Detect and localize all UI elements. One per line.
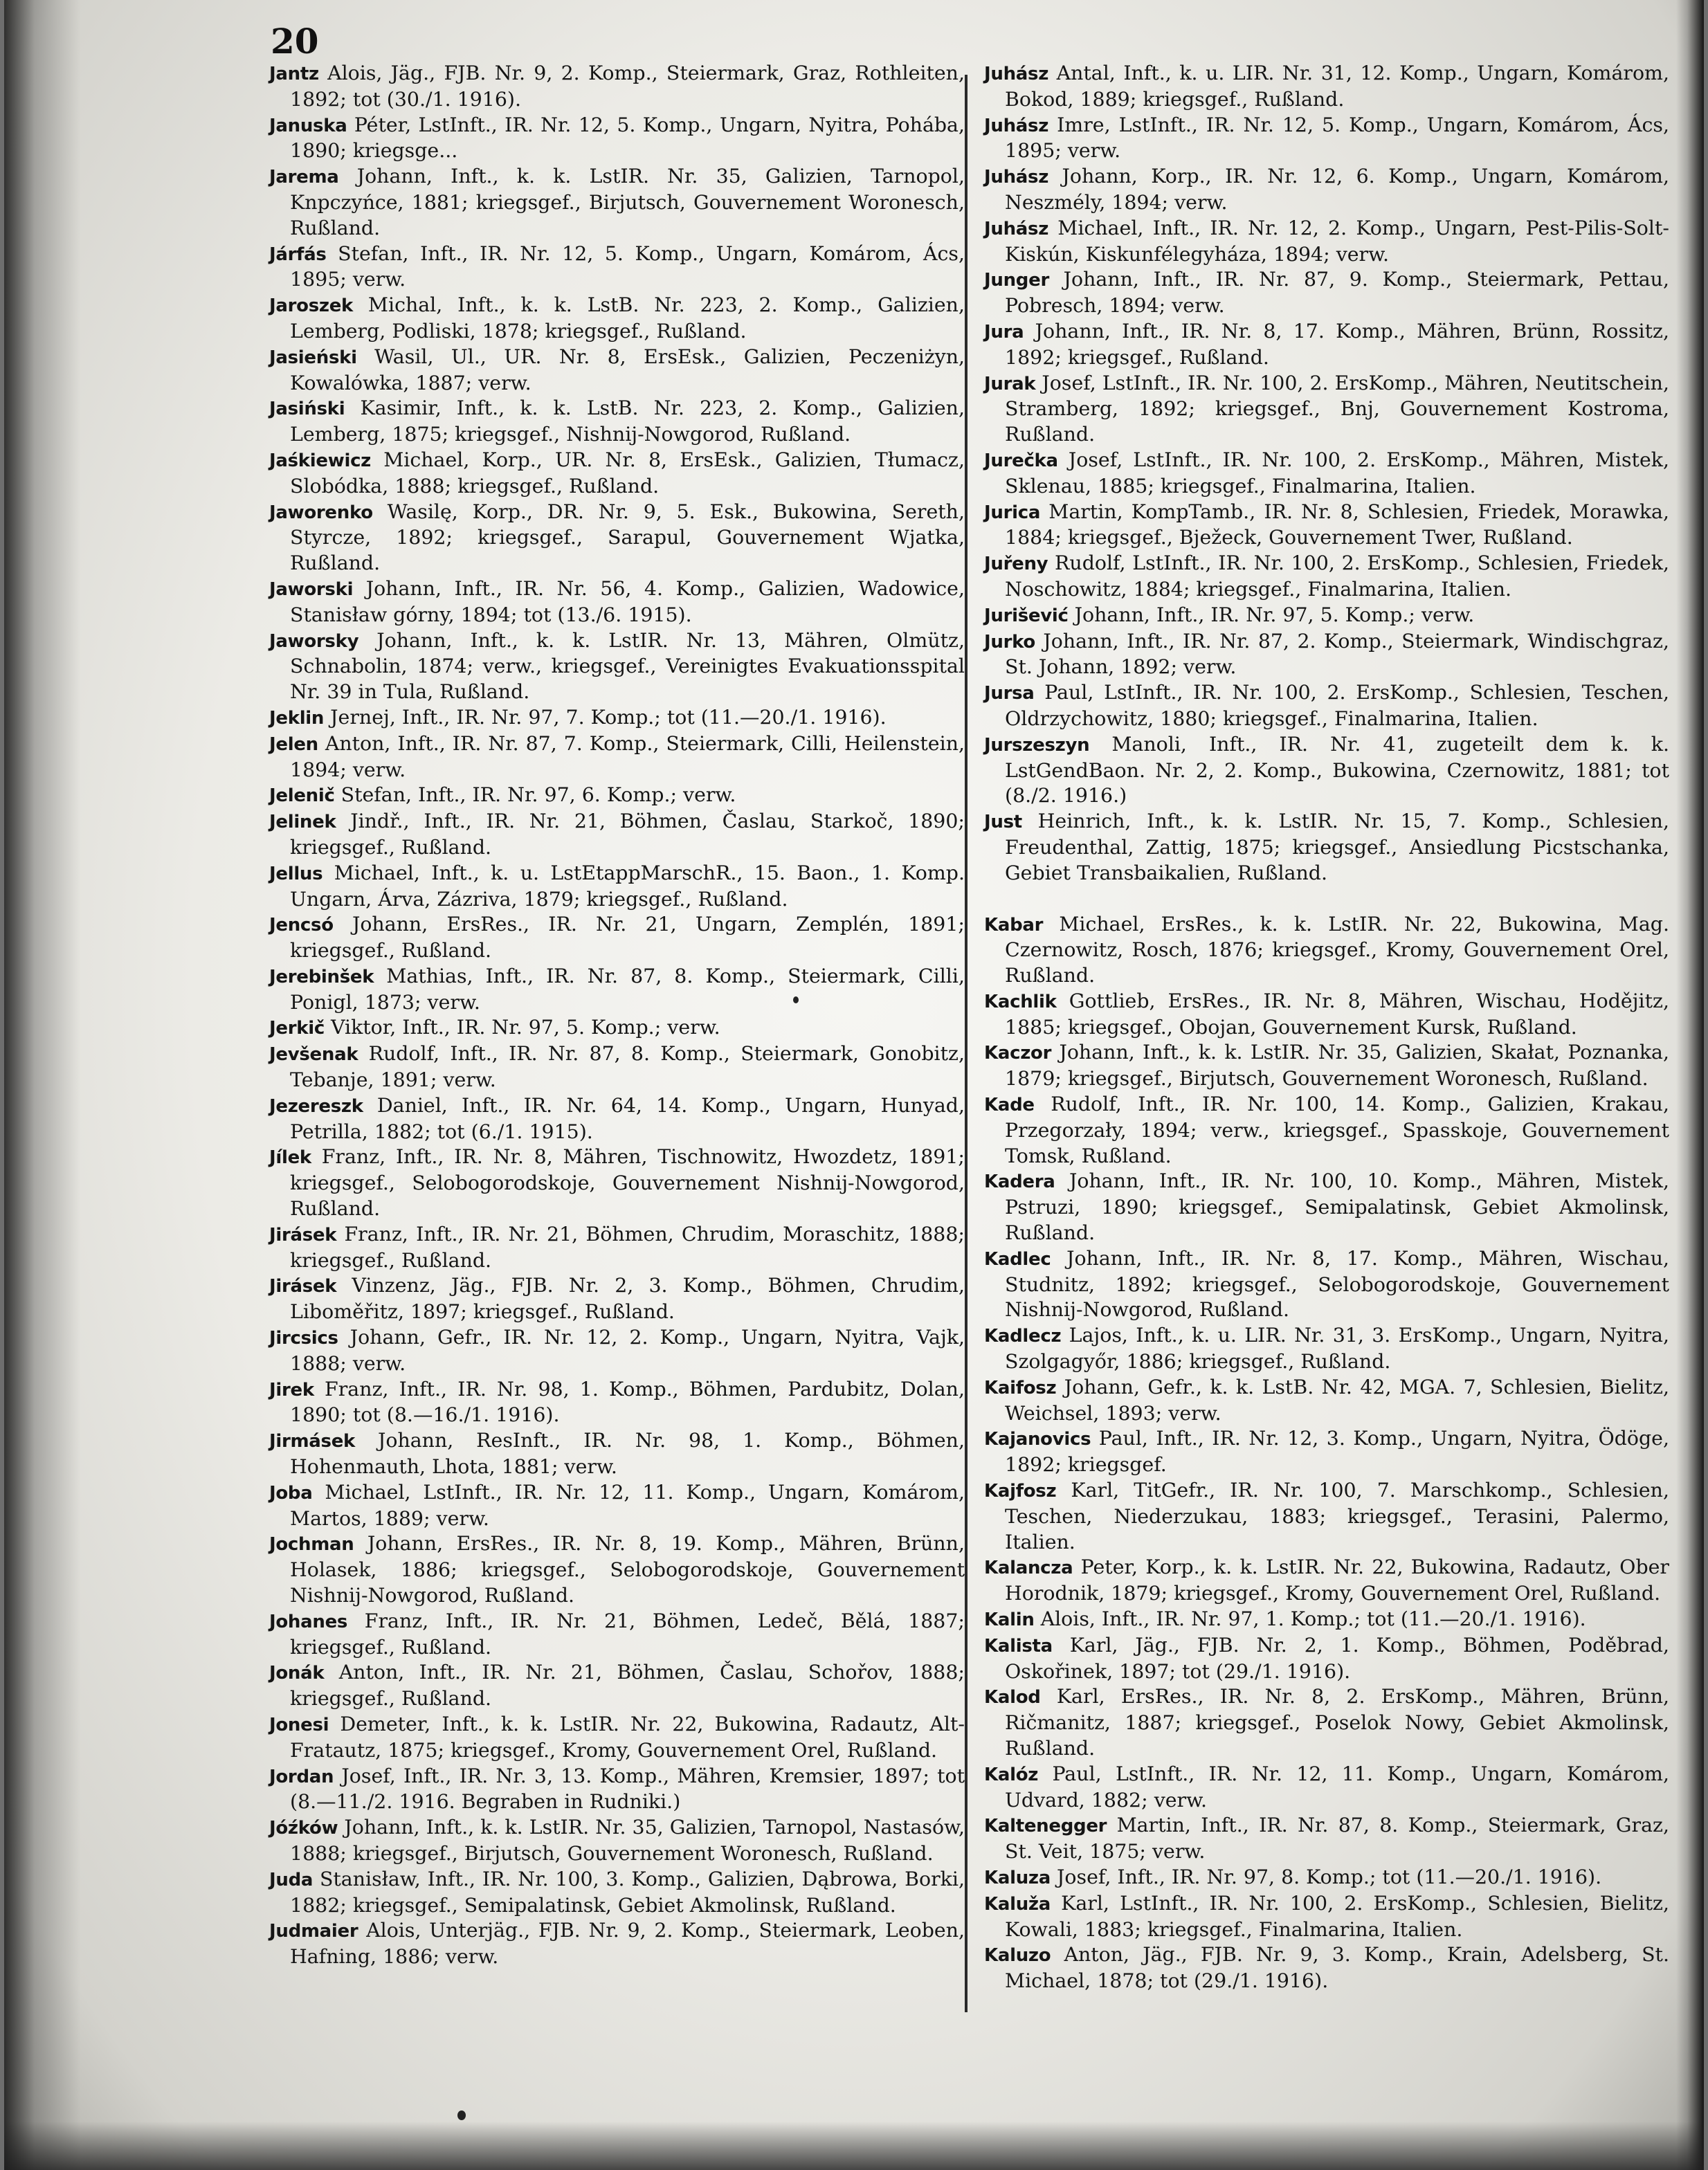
entry-details: Michael, ErsRes., k. k. LstIR. Nr. 22, Bukowina, Mag. Czernowitz, Rosch, 1876; kriegsgef., Kromy, Gouvernement Orel, Rußland.	[1005, 912, 1669, 987]
register-entry	[269, 241, 965, 293]
entry-surname: Jurica	[984, 502, 1041, 523]
entry-details: Alois, Unterjäg., FJB. Nr. 9, 2. Komp., Steiermark, Leoben, Hafning, 1886; verw.	[290, 1919, 965, 1969]
entry-surname: Kaltenegger	[984, 1816, 1107, 1837]
entry-details: Johann, Gefr., k. k. LstB. Nr. 42, MGA. 7, Schlesien, Bielitz, Weichsel, 1893; verw.	[1005, 1375, 1669, 1425]
entry-details: Rudolf, Inft., IR. Nr. 87, 8. Komp., Steiermark, Gonobitz, Tebanje, 1891; verw.	[290, 1042, 965, 1092]
register-entry	[269, 1273, 965, 1325]
entry-surname: Jóźków	[269, 1818, 338, 1839]
register-entry	[269, 164, 965, 241]
entry-surname: Juřeny	[984, 554, 1048, 575]
entry-details: Jernej, Inft., IR. Nr. 97, 7. Komp.; tot (11.—20./1. 1916).	[330, 705, 887, 729]
entry-details: Lajos, Inft., k. u. LIR. Nr. 31, 3. ErsKomp., Ungarn, Nyitra, Szolgagyőr, 1886; kriegsgef., Rußland.	[1005, 1324, 1669, 1374]
entry-details: Karl, LstInft., IR. Nr. 100, 2. ErsKomp., Schlesien, Bielitz, Kowali, 1883; kriegsgef., Finalmarina, Italien.	[1005, 1891, 1669, 1941]
entry-surname: Jochman	[269, 1534, 354, 1556]
entry-surname: Jurišević	[984, 605, 1069, 626]
entry-surname: Junger	[984, 270, 1049, 291]
register-entry	[984, 1607, 1669, 1633]
register-entry	[984, 1633, 1669, 1685]
entry-surname: Járfás	[269, 244, 327, 265]
register-entry	[269, 705, 965, 731]
entry-surname: Johanes	[269, 1611, 348, 1632]
entry-details: Heinrich, Inft., k. k. LstIR. Nr. 15, 7. Komp., Schlesien, Freudenthal, Zattig, 1875; kriegsgef., Ansiedlung Picstschanka, Gebiet Transbaikalien, Rußland.	[1005, 810, 1669, 884]
entry-surname: Jerebinšek	[269, 966, 374, 987]
entry-surname: Jelenič	[269, 785, 335, 807]
entry-surname: Kaluža	[984, 1893, 1051, 1915]
entry-surname: Kaczor	[984, 1043, 1052, 1064]
register-entry	[269, 1041, 965, 1093]
entry-details: Johann, Inft., IR. Nr. 87, 9. Komp., Steiermark, Pettau, Pobresch, 1894; verw.	[1005, 268, 1669, 318]
register-entry	[269, 448, 965, 500]
entry-details: Franz, Inft., IR. Nr. 21, Böhmen, Ledeč, Bělá, 1887; kriegsgef., Rußland.	[290, 1609, 965, 1659]
entry-surname: Kaluzo	[984, 1945, 1051, 1967]
entry-details: Anton, Inft., IR. Nr. 21, Böhmen, Časlau, Schořov, 1888; kriegsgef., Rußland.	[290, 1661, 965, 1711]
entry-details: Johann, Inft., IR. Nr. 87, 2. Komp., Steiermark, Windischgraz, St. Johann, 1892; verw.	[1005, 629, 1670, 679]
ink-speck	[793, 996, 799, 1003]
entry-surname: Jirásek	[269, 1276, 337, 1297]
register-entry	[269, 809, 965, 861]
entry-details: Alois, Jäg., FJB. Nr. 9, 2. Komp., Steiermark, Graz, Rothleiten, 1892; tot (30./1. 1916).	[290, 62, 965, 111]
entry-surname: Jaroszek	[269, 295, 354, 317]
entry-surname: Kadlecz	[984, 1326, 1062, 1347]
entry-surname: Kabar	[984, 914, 1044, 936]
entry-details: Paul, Inft., IR. Nr. 12, 3. Komp., Ungarn, Nyitra, Ödöge, 1892; kriegsgef.	[1005, 1427, 1669, 1477]
entry-details: Johann, Inft., IR. Nr. 97, 5. Komp.; verw.	[1074, 603, 1475, 626]
entry-surname: Jircsics	[269, 1328, 338, 1349]
entry-details: Rudolf, LstInft., IR. Nr. 100, 2. ErsKomp., Schlesien, Friedek, Noschowitz, 1884; kriegsgef., Finalmarina, Italien.	[1005, 551, 1669, 601]
entry-surname: Juhász	[984, 64, 1049, 84]
right-column	[984, 61, 1669, 1994]
register-entry	[984, 1323, 1669, 1375]
entry-details: Vinzenz, Jäg., FJB. Nr. 2, 3. Komp., Böhmen, Chrudim, Liboměřitz, 1897; kriegsgef., Rußland.	[290, 1274, 965, 1324]
entry-surname: Kajanovics	[984, 1429, 1091, 1450]
entry-details: Anton, Inft., IR. Nr. 87, 7. Komp., Steiermark, Cilli, Heilenstein, 1894; verw.	[290, 731, 965, 781]
entry-details: Manoli, Inft., IR. Nr. 41, zugeteilt dem k. k. LstGendBaon. Nr. 2, 2. Komp., Bukowina, Czernowitz, 1881; tot (8./2. 1916.)	[1005, 732, 1669, 808]
entry-details: Johann, ErsRes., IR. Nr. 8, 19. Komp., Mähren, Brünn, Holasek, 1886; kriegsgef., Selobogorodskoje, Gouvernement Nishnij-Nowgorod, Rußland.	[290, 1532, 965, 1607]
entry-surname: Jura	[984, 321, 1024, 343]
register-entry	[984, 216, 1669, 268]
entry-surname: Kadlec	[984, 1248, 1051, 1270]
entry-details: Johann, Inft., k. k. LstIR. Nr. 35, Galizien, Tarnopol, Nastasów, 1888; kriegsgef., Birjutsch, Gouvernement Woronesch, Rußland.	[290, 1816, 965, 1865]
entry-surname: Kaifosz	[984, 1377, 1057, 1398]
entry-details: Anton, Jäg., FJB. Nr. 9, 3. Komp., Krain, Adelsberg, St. Michael, 1878; tot (29./1. 1916).	[1005, 1943, 1669, 1993]
scan-shadow-left	[4, 0, 80, 2170]
register-entry	[984, 319, 1669, 371]
entry-surname: Kajfosz	[984, 1481, 1057, 1502]
register-entry	[269, 576, 965, 628]
entry-details: Michael, LstInft., IR. Nr. 12, 11. Komp., Ungarn, Komárom, Martos, 1889; verw.	[290, 1480, 965, 1530]
register-entry	[269, 1712, 965, 1764]
left-column	[269, 61, 965, 1970]
entry-details: Viktor, Inft., IR. Nr. 97, 5. Komp.; verw.	[330, 1016, 720, 1039]
entry-surname: Juda	[269, 1869, 314, 1890]
entry-details: Michal, Inft., k. k. LstB. Nr. 223, 2. Komp., Galizien, Lemberg, Podliski, 1878; kriegsgef., Rußland.	[290, 293, 965, 343]
entry-details: Stefan, Inft., IR. Nr. 97, 6. Komp.; verw.	[340, 783, 736, 807]
entry-surname: Jevšenak	[269, 1044, 358, 1066]
register-entry	[984, 61, 1669, 113]
entry-details: Stanisław, Inft., IR. Nr. 100, 3. Komp., Galizien, Dąbrowa, Borki, 1882; kriegsgef., Semipalatinsk, Gebiet Akmolinsk, Rußland.	[290, 1867, 965, 1917]
register-entry	[269, 293, 965, 345]
register-entry	[984, 1555, 1669, 1607]
entry-surname: Jarema	[269, 167, 339, 188]
register-entry	[269, 1428, 965, 1480]
entry-surname: Jílek	[269, 1147, 311, 1169]
register-entry	[269, 1145, 965, 1221]
entry-surname: Juhász	[984, 115, 1049, 136]
entry-details: Kasimir, Inft., k. k. LstB. Nr. 223, 2. Komp., Galizien, Lemberg, 1875; kriegsgef., Nishnij-Nowgorod, Rußland.	[290, 396, 965, 446]
entry-surname: Jurko	[984, 631, 1035, 653]
entry-surname: Kalancza	[984, 1558, 1073, 1579]
register-entry	[984, 1942, 1669, 1994]
register-entry	[984, 629, 1669, 681]
entry-details: Karl, ErsRes., IR. Nr. 8, 2. ErsKomp., Mähren, Brünn, Ričmanitz, 1887; kriegsgef., Poselok Nowy, Gebiet Akmolinsk, Rußland.	[1005, 1685, 1670, 1760]
page-number: 20	[271, 21, 319, 62]
register-entry	[269, 783, 965, 809]
register-entry	[269, 1764, 965, 1816]
entry-details: Imre, LstInft., IR. Nr. 12, 5. Komp., Ungarn, Komárom, Ács, 1895; verw.	[1005, 113, 1669, 163]
register-entry	[984, 732, 1669, 809]
register-entry	[269, 1609, 965, 1661]
entry-details: Paul, LstInft., IR. Nr. 100, 2. ErsKomp., Schlesien, Teschen, Oldrzychowitz, 1880; kriegsgef., Finalmarina, Italien.	[1005, 681, 1669, 730]
entry-details: Martin, KompTamb., IR. Nr. 8, Schlesien, Friedek, Morawka, 1884; kriegsgef., Bježeck, Gouvernement Twer, Rußland.	[1005, 500, 1669, 549]
entry-surname: Kadera	[984, 1171, 1055, 1193]
register-entry	[984, 680, 1669, 732]
entry-details: Michael, Inft., IR. Nr. 12, 2. Komp., Ungarn, Pest-Pilis-Solt-Kiskún, Kiskunfélegyháza, 1894; verw.	[1005, 216, 1669, 266]
entry-details: Franz, Inft., IR. Nr. 98, 1. Komp., Böhmen, Pardubitz, Dolan, 1890; tot (8.—16./1. 1916).	[290, 1377, 965, 1427]
entry-surname: Jaśkiewicz	[269, 450, 372, 471]
entry-details: Michael, Inft., k. u. LstEtappMarschR., 15. Baon., 1. Komp. Ungarn, Árva, Zázriva, 1879; kriegsgef., Rußland.	[290, 861, 965, 911]
entry-details: Franz, Inft., IR. Nr. 8, Mähren, Tischnowitz, Hwozdetz, 1891; kriegsgef., Selobogorodskoje, Gouvernement Nishnij-Nowgorod, Rußland.	[290, 1145, 965, 1221]
entry-details: Wasilę, Korp., DR. Nr. 9, 5. Esk., Bukowina, Sereth, Styrcze, 1892; kriegsgef., Sarapul, Gouvernement Wjatka, Rußland.	[290, 500, 965, 575]
register-entry	[984, 371, 1669, 448]
entry-surname: Joba	[269, 1482, 313, 1504]
register-entry	[984, 267, 1669, 319]
entry-surname: Jasiński	[269, 399, 345, 420]
register-entry	[269, 1015, 965, 1041]
entry-surname: Kaluza	[984, 1867, 1051, 1888]
register-entry	[269, 1918, 965, 1970]
entry-surname: Juhász	[984, 218, 1049, 239]
entry-surname: Kalin	[984, 1610, 1035, 1631]
register-entry	[984, 1040, 1669, 1092]
entry-surname: Jonák	[269, 1663, 325, 1684]
register-entry	[269, 1867, 965, 1919]
entry-surname: Jirásek	[269, 1224, 337, 1246]
entry-surname: Jordan	[269, 1766, 334, 1787]
entry-details: Johann, Inft., k. k. LstIR. Nr. 35, Galizien, Skałat, Poznanka, 1879; kriegsgef., Birjutsch, Gouvernement Woronesch, Rußland.	[1005, 1041, 1669, 1091]
entry-details: Daniel, Inft., IR. Nr. 64, 14. Komp., Ungarn, Hunyad, Petrilla, 1882; tot (6./1. 1915).	[290, 1093, 965, 1143]
entry-details: Demeter, Inft., k. k. LstIR. Nr. 22, Bukowina, Radautz, Alt-Fratautz, 1875; kriegsgef., Kromy, Gouvernement Orel, Rußland.	[290, 1713, 965, 1762]
register-entry	[984, 1426, 1669, 1478]
scanned-page	[4, 0, 1704, 2170]
entry-surname: Kade	[984, 1095, 1035, 1116]
entry-surname: Jirek	[269, 1379, 314, 1401]
register-entry	[984, 113, 1669, 165]
entry-details: Alois, Inft., IR. Nr. 97, 1. Komp.; tot (11.—20./1. 1916).	[1040, 1607, 1586, 1631]
register-entry	[984, 603, 1669, 629]
register-entry	[269, 113, 965, 165]
entry-details: Wasil, Ul., UR. Nr. 8, ErsEsk., Galizien, Peczeniżyn, Kowalówka, 1887; verw.	[290, 345, 965, 394]
entry-details: Johann, Korp., IR. Nr. 12, 6. Komp., Ungarn, Komárom, Neszmély, 1894; verw.	[1005, 165, 1669, 214]
entry-details: Rudolf, Inft., IR. Nr. 100, 14. Komp., Galizien, Krakau, Przegorzały, 1894; verw., kriegsgef., Spasskoje, Gouvernement Tomsk, Rußland.	[1005, 1093, 1669, 1167]
entry-surname: Jeklin	[269, 707, 325, 729]
column-divider	[965, 75, 967, 2012]
entry-details: Johann, Gefr., IR. Nr. 12, 2. Komp., Ungarn, Nyitra, Vajk, 1888; verw.	[290, 1326, 965, 1375]
entry-details: Jindř., Inft., IR. Nr. 21, Böhmen, Časlau, Starkoč, 1890; kriegsgef., Rußland.	[290, 810, 965, 859]
register-entry	[269, 912, 965, 964]
entry-surname: Just	[984, 812, 1022, 833]
entry-details: Martin, Inft., IR. Nr. 87, 8. Komp., Steiermark, Graz, St. Veit, 1875; verw.	[1005, 1814, 1669, 1863]
register-entry	[984, 809, 1669, 886]
register-entry	[984, 500, 1669, 551]
entry-details: Franz, Inft., IR. Nr. 21, Böhmen, Chrudim, Moraschitz, 1888; kriegsgef., Rußland.	[290, 1222, 965, 1272]
entry-surname: Kalista	[984, 1635, 1053, 1657]
register-entry	[984, 1169, 1669, 1246]
entry-details: Johann, Inft., IR. Nr. 56, 4. Komp., Galizien, Wadowice, Stanisław górny, 1894; tot (13./6. 1915).	[290, 576, 965, 626]
entry-surname: Jaworski	[269, 578, 354, 600]
entry-details: Péter, LstInft., IR. Nr. 12, 5. Komp., Ungarn, Nyitra, Pohába, 1890; kriegsge...	[290, 113, 965, 163]
entry-surname: Kalóz	[984, 1764, 1039, 1785]
entry-details: Stefan, Inft., IR. Nr. 12, 5. Komp., Ungarn, Komárom, Ács, 1895; verw.	[290, 241, 965, 291]
register-entry	[984, 1813, 1669, 1865]
register-entry	[269, 61, 965, 113]
register-entry	[269, 1660, 965, 1712]
entry-surname: Kalod	[984, 1687, 1041, 1708]
entry-details: Johann, Inft., k. k. LstIR. Nr. 13, Mähren, Olmütz, Schnabolin, 1874; verw., kriegsgef., Vereinigtes Evakuationsspital Nr. 39 in Tula, Rußland.	[290, 628, 965, 704]
entry-surname: Jurečka	[984, 450, 1058, 471]
entry-details: Paul, LstInft., IR. Nr. 12, 11. Komp., Ungarn, Komárom, Udvard, 1882; verw.	[1005, 1762, 1669, 1812]
register-entry	[269, 500, 965, 576]
entry-surname: Juhász	[984, 167, 1049, 188]
entry-details: Josef, Inft., IR. Nr. 97, 8. Komp.; tot (11.—20./1. 1916).	[1057, 1865, 1602, 1888]
register-entry	[269, 1377, 965, 1429]
entry-surname: Jencsó	[269, 915, 334, 936]
register-entry	[984, 912, 1669, 989]
entry-details: Karl, TitGefr., IR. Nr. 100, 7. Marschkomp., Schlesien, Teschen, Niederzukau, 1883; kriegsgef., Terasini, Palermo, Italien.	[1005, 1479, 1669, 1553]
entry-details: Karl, Jäg., FJB. Nr. 2, 1. Komp., Böhmen, Poděbrad, Oskořinek, 1897; tot (29./1. 1916).	[1005, 1633, 1669, 1683]
entry-details: Josef, LstInft., IR. Nr. 100, 2. ErsKomp., Mähren, Mistek, Sklenau, 1885; kriegsgef., Finalmarina, Italien.	[1005, 448, 1670, 498]
entry-surname: Jurszeszyn	[984, 734, 1090, 756]
entry-details: Johann, Inft., IR. Nr. 8, 17. Komp., Mähren, Brünn, Rossitz, 1892; kriegsgef., Rußland.	[1005, 319, 1669, 369]
entry-details: Josef, LstInft., IR. Nr. 100, 2. ErsKomp., Mähren, Neutitschein, Stramberg, 1892; kriegsgef., Bnj, Gouvernement Kostroma, Rußland.	[1005, 371, 1669, 446]
register-entry	[269, 1222, 965, 1274]
entry-details: Johann, Inft., k. k. LstIR. Nr. 35, Galizien, Tarnopol, Knpczyńce, 1881; kriegsgef., Birjutsch, Gouvernement Woronesch, Rußland.	[290, 165, 965, 239]
ink-speck	[457, 2110, 466, 2120]
scan-shadow-bottom	[4, 2122, 1704, 2170]
section-gap	[984, 886, 1669, 912]
register-entry	[269, 1325, 965, 1377]
register-entry	[269, 1815, 965, 1867]
register-entry	[269, 731, 965, 783]
register-entry	[269, 1093, 965, 1145]
register-entry	[984, 551, 1669, 603]
register-entry	[269, 1480, 965, 1532]
register-entry	[984, 1246, 1669, 1323]
entry-details: Antal, Inft., k. u. LIR. Nr. 31, 12. Komp., Ungarn, Komárom, Bokod, 1889; kriegsgef., Rußland.	[1005, 62, 1670, 111]
register-entry	[269, 861, 965, 913]
register-entry	[984, 1865, 1669, 1891]
register-entry	[984, 1891, 1669, 1943]
register-entry	[269, 628, 965, 705]
entry-surname: Judmaier	[269, 1921, 358, 1942]
register-entry	[984, 989, 1669, 1041]
entry-details: Gottlieb, ErsRes., IR. Nr. 8, Mähren, Wischau, Hodějitz, 1885; kriegsgef., Obojan, Gouvernement Kursk, Rußland.	[1005, 989, 1669, 1039]
entry-details: Johann, ResInft., IR. Nr. 98, 1. Komp., Böhmen, Hohenmauth, Lhota, 1881; verw.	[290, 1429, 965, 1479]
register-entry	[269, 345, 965, 396]
entry-details: Peter, Korp., k. k. LstIR. Nr. 22, Bukowina, Radautz, Ober Horodnik, 1879; kriegsgef., Kromy, Gouvernement Orel, Rußland.	[1005, 1556, 1670, 1605]
register-entry	[984, 1762, 1669, 1814]
entry-surname: Jantz	[269, 64, 319, 84]
entry-surname: Jursa	[984, 683, 1035, 704]
entry-surname: Jasieński	[269, 347, 357, 368]
entry-details: Johann, ErsRes., IR. Nr. 21, Ungarn, Zemplén, 1891; kriegsgef., Rußland.	[290, 913, 965, 963]
register-entry	[984, 164, 1669, 216]
entry-surname: Kachlik	[984, 991, 1057, 1012]
entry-details: Josef, Inft., IR. Nr. 3, 13. Komp., Mähren, Kremsier, 1897; tot (8.—11./2. 1916. Begraben in Rudniki.)	[290, 1764, 965, 1814]
register-entry	[984, 448, 1669, 500]
entry-surname: Jaworenko	[269, 502, 373, 523]
register-entry	[269, 396, 965, 448]
entry-surname: Jelen	[269, 733, 318, 755]
register-entry	[984, 1092, 1669, 1169]
register-entry	[269, 964, 965, 1016]
entry-details: Michael, Korp., UR. Nr. 8, ErsEsk., Galizien, Tłumacz, Slobódka, 1888; kriegsgef., Rußland.	[290, 448, 965, 498]
entry-details: Mathias, Inft., IR. Nr. 87, 8. Komp., Steiermark, Cilli, Ponigl, 1873; verw.	[290, 964, 965, 1014]
entry-surname: Jezereszk	[269, 1095, 363, 1117]
entry-surname: Jonesi	[269, 1715, 329, 1735]
scan-shadow-right	[1676, 0, 1704, 2170]
register-entry	[984, 1478, 1669, 1555]
entry-surname: Januska	[269, 115, 347, 136]
entry-surname: Jaworsky	[269, 630, 359, 652]
entry-surname: Jurak	[984, 373, 1036, 394]
register-entry	[269, 1531, 965, 1608]
entry-surname: Jirmásek	[269, 1431, 356, 1452]
entry-surname: Jelinek	[269, 812, 336, 833]
entry-surname: Jellus	[269, 863, 323, 884]
entry-details: Johann, Inft., IR. Nr. 100, 10. Komp., Mähren, Mistek, Pstruzi, 1890; kriegsgef., Semipalatinsk, Gebiet Akmolinsk, Rußland.	[1005, 1169, 1669, 1245]
register-entry	[984, 1375, 1669, 1427]
entry-details: Johann, Inft., IR. Nr. 8, 17. Komp., Mähren, Wischau, Studnitz, 1892; kriegsgef., Selobogorodskoje, Gouvernement Nishnij-Nowgorod, Rußland.	[1005, 1246, 1670, 1322]
register-entry	[984, 1684, 1669, 1761]
entry-surname: Jerkič	[269, 1018, 325, 1039]
